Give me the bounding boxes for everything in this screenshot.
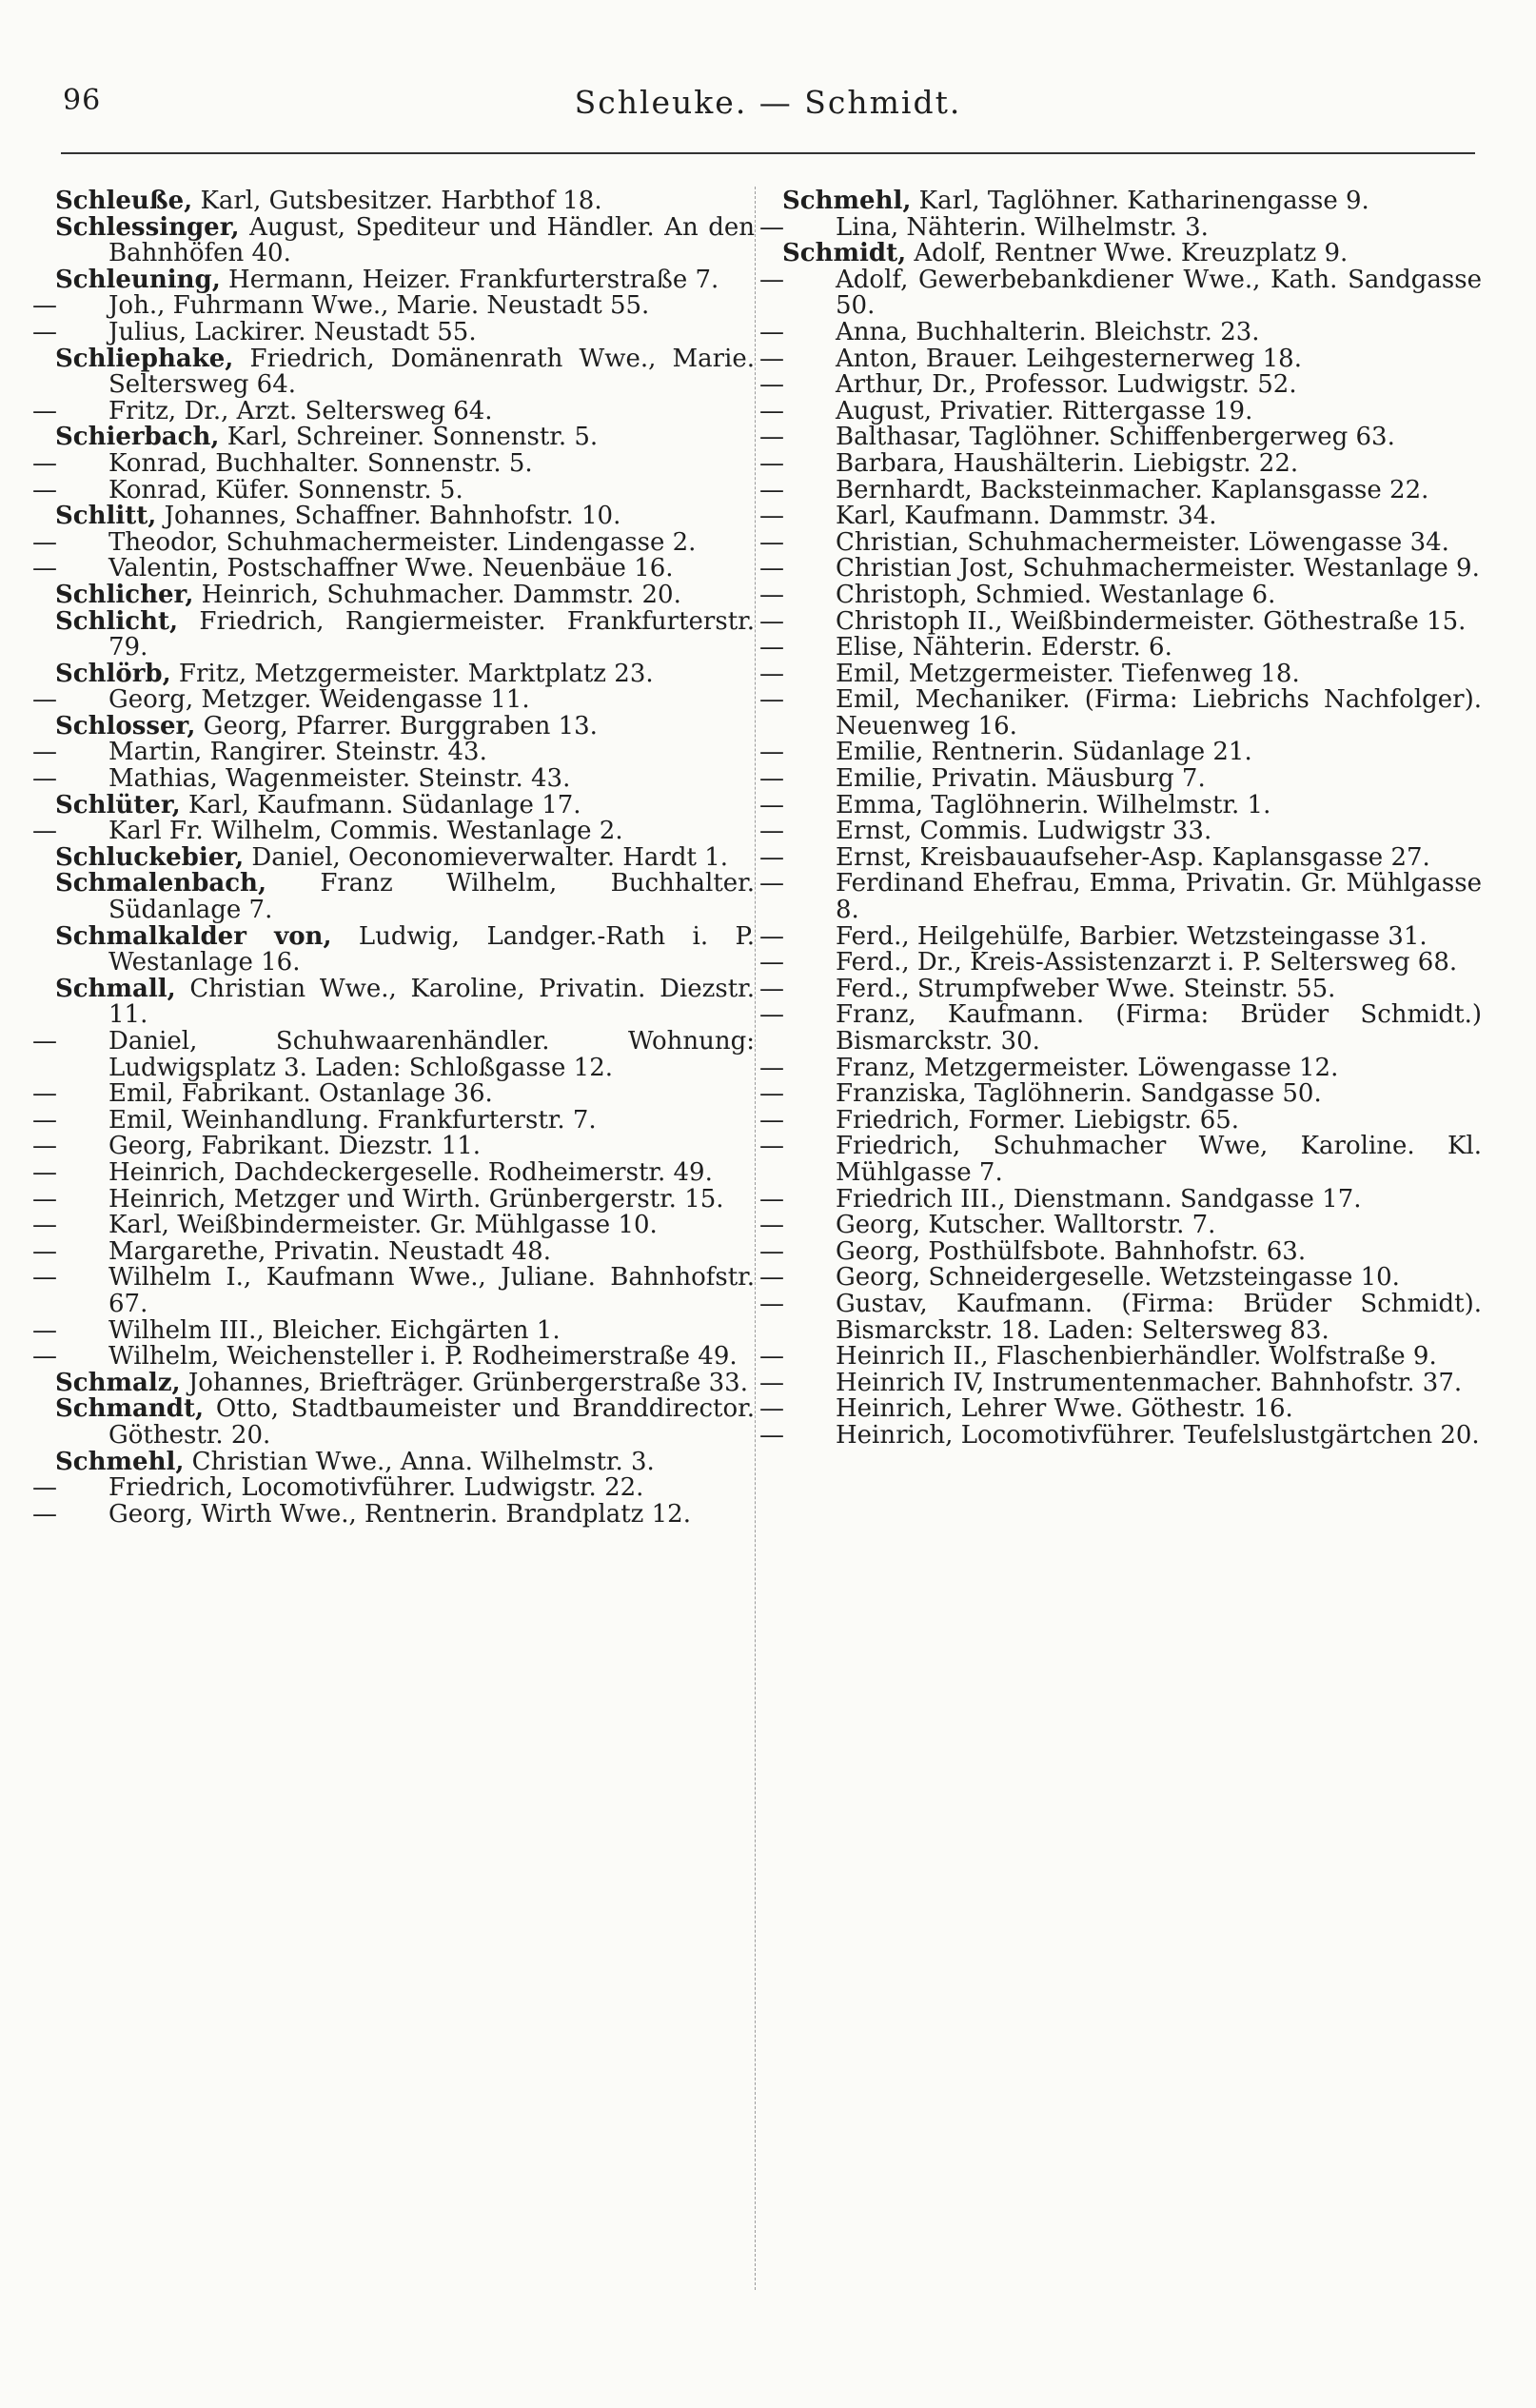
ditto-dash: —	[759, 1211, 784, 1240]
entry-text: Ernst, Commis. Ludwigstr 33.	[836, 817, 1212, 846]
entry-text: Wilhelm I., Kaufmann Wwe., Juliane. Bahnhofstr. 67.	[108, 1263, 755, 1318]
entry-text: Heinrich, Dachdeckergeselle. Rodheimerstr. 49.	[108, 1157, 713, 1187]
directory-entry	[32, 764, 755, 794]
ditto-dash: —	[759, 974, 784, 1003]
entry-surname: Schliephake,	[55, 344, 234, 373]
entry-text: Ludwig, Landger.-Rath i. P. Westanlage 16.	[108, 921, 755, 977]
entry-text: Gustav, Kaufmann. (Firma: Brüder Schmidt). Bismarckstr. 18. Laden: Seltersweg 83.	[836, 1289, 1482, 1345]
directory-entry	[782, 188, 1482, 215]
ditto-dash: —	[32, 1157, 57, 1187]
entry-text: Daniel, Schuhwaarenhändler. Wohnung: Ludwigsplatz 3. Laden: Schloßgasse 12.	[108, 1027, 755, 1082]
entry-text: Lina, Nähterin. Wilhelmstr. 3.	[836, 212, 1209, 242]
directory-entry	[759, 1289, 1482, 1345]
directory-entry	[759, 921, 1482, 951]
entry-surname: Schmalz,	[55, 1368, 181, 1397]
ditto-dash: —	[759, 1263, 784, 1293]
directory-entry	[759, 790, 1482, 819]
entry-text: Franz, Kaufmann. (Firma: Brüder Schmidt.) Bismarckstr. 30.	[836, 1000, 1482, 1056]
entry-surname: Schlessinger,	[55, 212, 240, 242]
directory-entry	[759, 685, 1482, 740]
entry-text: Joh., Fuhrmann Wwe., Marie. Neustadt 55.	[108, 291, 650, 321]
ditto-dash: —	[32, 1263, 57, 1293]
ditto-dash: —	[759, 1368, 784, 1397]
ditto-dash: —	[759, 764, 784, 794]
ditto-dash: —	[32, 817, 57, 846]
directory-entry	[55, 346, 755, 399]
directory-entry	[759, 1236, 1482, 1266]
entry-text: Heinrich, Schuhmacher. Dammstr. 20.	[193, 580, 681, 609]
entry-text: Konrad, Küfer. Sonnenstr. 5.	[108, 475, 463, 504]
directory-entry	[55, 212, 755, 268]
entry-text: Adolf, Gewerbebankdiener Wwe., Kath. Sandgasse 50.	[836, 265, 1482, 321]
running-head: Schleuke. — Schmidt.	[574, 84, 962, 121]
entry-text: Konrad, Buchhalter. Sonnenstr. 5.	[108, 448, 533, 478]
entry-text: Franziska, Taglöhnerin. Sandgasse 50.	[836, 1079, 1322, 1109]
ditto-dash: —	[32, 1211, 57, 1240]
directory-entry	[759, 738, 1482, 767]
entry-surname: Schmall,	[55, 974, 176, 1003]
entry-surname: Schmandt,	[55, 1394, 205, 1424]
entry-text: Heinrich II., Flaschenbierhändler. Wolfstraße 9.	[836, 1342, 1437, 1372]
entry-text: Ferd., Strumpfweber Wwe. Steinstr. 55.	[836, 974, 1336, 1003]
ditto-dash: —	[32, 738, 57, 767]
directory-entry	[32, 1211, 755, 1240]
ditto-dash: —	[759, 1420, 784, 1450]
directory-entry	[32, 396, 755, 425]
ditto-dash: —	[32, 396, 57, 425]
directory-entry	[32, 527, 755, 557]
ditto-dash: —	[759, 790, 784, 819]
entry-text: Emma, Taglöhnerin. Wilhelmstr. 1.	[836, 790, 1271, 819]
page-number: 96	[63, 84, 102, 117]
directory-entry	[759, 1368, 1482, 1397]
entry-text: Elise, Nähterin. Ederstr. 6.	[836, 633, 1172, 662]
entry-text: Georg, Kutscher. Walltorstr. 7.	[836, 1211, 1216, 1240]
entry-text: Ferdinand Ehefrau, Emma, Privatin. Gr. Mühlgasse 8.	[836, 869, 1482, 925]
entry-text: Ernst, Kreisbauaufseher-Asp. Kaplansgasse 27.	[836, 842, 1430, 872]
ditto-dash: —	[32, 685, 57, 715]
ditto-dash: —	[759, 317, 784, 346]
entry-text: Georg, Metzger. Weidengasse 11.	[108, 685, 530, 715]
entry-text: Emil, Weinhandlung. Frankfurterstr. 7.	[108, 1105, 597, 1135]
entry-text: Barbara, Haushälterin. Liebigstr. 22.	[836, 448, 1299, 478]
ditto-dash: —	[759, 606, 784, 636]
entry-text: Karl, Kaufmann. Südanlage 17.	[180, 790, 581, 819]
entry-surname: Schmidt,	[782, 239, 907, 268]
entry-surname: Schlicher,	[55, 580, 194, 609]
ditto-dash: —	[32, 475, 57, 504]
right-column	[759, 187, 1482, 1450]
entry-text: Wilhelm, Weichensteller i. P. Rodheimerstraße 49.	[108, 1342, 738, 1372]
entry-text: Georg, Wirth Wwe., Rentnerin. Brandplatz 12.	[108, 1499, 691, 1529]
entry-text: Otto, Stadtbaumeister und Branddirector. Göthestr. 20.	[108, 1394, 755, 1450]
ditto-dash: —	[32, 1079, 57, 1109]
ditto-dash: —	[32, 554, 57, 583]
ditto-dash: —	[759, 817, 784, 846]
directory-entry	[759, 1184, 1482, 1214]
entry-surname: Schlosser,	[55, 711, 196, 740]
directory-entry	[759, 1342, 1482, 1372]
entry-text: Heinrich, Locomotivführer. Teufelslustgärtchen 20.	[836, 1420, 1480, 1450]
entry-text: Emil, Metzgermeister. Tiefenweg 18.	[836, 659, 1300, 688]
directory-entry	[55, 842, 755, 872]
ditto-dash: —	[759, 1342, 784, 1372]
entry-text: Karl, Gutsbesitzer. Harbthof 18.	[192, 187, 602, 215]
directory-entry	[32, 554, 755, 583]
entry-surname: Schmehl,	[782, 187, 912, 215]
entry-text: Georg, Posthülfsbote. Bahnhofstr. 63.	[836, 1236, 1307, 1266]
column-divider	[755, 187, 756, 2290]
left-column	[32, 187, 755, 1529]
entry-text: Karl, Weißbindermeister. Gr. Mühlgasse 10.	[108, 1211, 658, 1240]
entry-text: Fritz, Dr., Arzt. Seltersweg 64.	[108, 396, 493, 425]
directory-entry	[759, 817, 1482, 846]
entry-text: Emil, Fabrikant. Ostanlage 36.	[108, 1079, 493, 1109]
ditto-dash: —	[759, 475, 784, 504]
entry-text: Christoph II., Weißbindermeister. Göthestraße 15.	[836, 606, 1467, 636]
entry-surname: Schmalenbach,	[55, 869, 267, 898]
directory-entry	[759, 1079, 1482, 1109]
entry-surname: Schmalkalder von,	[55, 921, 332, 951]
ditto-dash: —	[759, 1236, 784, 1266]
directory-entry	[759, 1263, 1482, 1293]
ditto-dash: —	[759, 1132, 784, 1161]
ditto-dash: —	[759, 370, 784, 400]
entry-text: Christian Jost, Schuhmachermeister. Westanlage 9.	[836, 554, 1480, 583]
entry-text: Christian Wwe., Karoline, Privatin. Diezstr. 11.	[108, 974, 755, 1030]
entry-text: Franz, Metzgermeister. Löwengasse 12.	[836, 1053, 1339, 1082]
entry-text: Adolf, Rentner Wwe. Kreuzplatz 9.	[906, 239, 1349, 268]
entry-text: Theodor, Schuhmachermeister. Lindengasse 2.	[108, 527, 697, 557]
directory-entry	[32, 475, 755, 504]
entry-text: Valentin, Postschaffner Wwe. Neuenbäue 16.	[108, 554, 674, 583]
header-rule	[61, 152, 1475, 154]
ditto-dash: —	[32, 1473, 57, 1503]
ditto-dash: —	[32, 1499, 57, 1529]
directory-entry	[759, 1394, 1482, 1424]
entry-text: Wilhelm III., Bleicher. Eichgärten 1.	[108, 1315, 561, 1345]
ditto-dash: —	[759, 1053, 784, 1082]
entry-text: Franz Wilhelm, Buchhalter. Südanlage 7.	[108, 869, 755, 925]
entry-text: Georg, Fabrikant. Diezstr. 11.	[108, 1132, 482, 1161]
directory-entry	[759, 1053, 1482, 1082]
entry-text: Mathias, Wagenmeister. Steinstr. 43.	[108, 764, 571, 794]
directory-entry	[55, 606, 755, 662]
ditto-dash: —	[32, 1132, 57, 1161]
directory-entry	[759, 212, 1482, 242]
directory-entry	[55, 267, 755, 294]
directory-entry	[759, 502, 1482, 531]
ditto-dash: —	[32, 291, 57, 321]
directory-entry	[759, 423, 1482, 452]
entry-text: Daniel, Oeconomieverwalter. Hardt 1.	[244, 842, 728, 872]
directory-entry	[32, 738, 755, 767]
entry-text: Ferd., Dr., Kreis-Assistenzarzt i. P. Seltersweg 68.	[836, 948, 1458, 977]
entry-text: Friedrich III., Dienstmann. Sandgasse 17.	[836, 1184, 1362, 1214]
directory-entry	[759, 370, 1482, 400]
directory-entry	[55, 711, 755, 740]
entry-surname: Schlörb,	[55, 659, 171, 688]
ditto-dash: —	[759, 738, 784, 767]
ditto-dash: —	[32, 527, 57, 557]
directory-entry	[32, 1236, 755, 1266]
directory-entry	[32, 317, 755, 346]
entry-surname: Schlicht,	[55, 606, 179, 636]
entry-text: Martin, Rangirer. Steinstr. 43.	[108, 738, 487, 767]
directory-entry	[55, 503, 755, 530]
entry-surname: Schmehl,	[55, 1447, 185, 1476]
entry-text: Hermann, Heizer. Frankfurterstraße 7.	[220, 265, 719, 294]
directory-entry	[55, 921, 755, 977]
ditto-dash: —	[759, 580, 784, 609]
directory-entry	[759, 633, 1482, 662]
ditto-dash: —	[32, 1236, 57, 1266]
entry-text: Friedrich, Domänenrath Wwe., Marie. Seltersweg 64.	[108, 344, 755, 400]
directory-entry	[759, 448, 1482, 478]
entry-text: Emilie, Privatin. Mäusburg 7.	[836, 764, 1206, 794]
entry-text: Emil, Mechaniker. (Firma: Liebrichs Nachfolger). Neuenweg 16.	[836, 685, 1482, 740]
directory-entry	[32, 1184, 755, 1214]
entry-surname: Schluckebier,	[55, 842, 245, 872]
ditto-dash: —	[759, 921, 784, 951]
entry-surname: Schierbach,	[55, 423, 220, 452]
directory-entry	[759, 1000, 1482, 1056]
ditto-dash: —	[759, 1289, 784, 1318]
ditto-dash: —	[759, 527, 784, 557]
entry-text: Johannes, Schaffner. Bahnhofstr. 10.	[156, 502, 621, 531]
entry-text: Karl, Taglöhner. Katharinengasse 9.	[911, 187, 1369, 215]
directory-entry	[32, 817, 755, 846]
directory-entry	[55, 1447, 755, 1476]
entry-text: Julius, Lackirer. Neustadt 55.	[108, 317, 477, 346]
ditto-dash: —	[759, 502, 784, 531]
entry-surname: Schlitt,	[55, 502, 157, 531]
ditto-dash: —	[759, 685, 784, 715]
directory-entry	[55, 1396, 755, 1449]
directory-entry	[759, 1420, 1482, 1450]
directory-entry	[759, 842, 1482, 872]
directory-entry	[32, 685, 755, 715]
entry-text: Friedrich, Schuhmacher Wwe, Karoline. Kl. Mühlgasse 7.	[836, 1132, 1482, 1187]
directory-entry	[32, 1079, 755, 1109]
directory-entry	[759, 1211, 1482, 1240]
directory-entry	[759, 869, 1482, 925]
directory-entry	[55, 790, 755, 819]
directory-entry	[759, 396, 1482, 425]
entry-surname: Schleuße,	[55, 187, 193, 215]
entry-text: Emilie, Rentnerin. Südanlage 21.	[836, 738, 1252, 767]
directory-entry	[759, 580, 1482, 609]
entry-text: Christian Wwe., Anna. Wilhelmstr. 3.	[184, 1447, 655, 1476]
entry-text: Fritz, Metzgermeister. Marktplatz 23.	[170, 659, 654, 688]
entry-text: Christoph, Schmied. Westanlage 6.	[836, 580, 1276, 609]
entry-surname: Schleuning,	[55, 265, 221, 294]
entry-text: Bernhardt, Backsteinmacher. Kaplansgasse 22.	[836, 475, 1429, 504]
directory-entry	[759, 659, 1482, 688]
directory-entry	[32, 1342, 755, 1372]
entry-text: Johannes, Briefträger. Grünbergerstraße 33.	[180, 1368, 748, 1397]
directory-entry	[759, 1132, 1482, 1187]
entry-text: August, Privatier. Rittergasse 19.	[836, 396, 1253, 425]
directory-entry	[55, 188, 755, 215]
entry-text: Georg, Schneidergeselle. Wetzsteingasse 10.	[836, 1263, 1400, 1293]
ditto-dash: —	[32, 1027, 57, 1056]
directory-entry	[32, 1105, 755, 1135]
directory-entry	[782, 241, 1482, 267]
directory-entry	[55, 871, 755, 923]
directory-entry	[759, 554, 1482, 583]
ditto-dash: —	[759, 659, 784, 688]
directory-entry	[759, 606, 1482, 636]
ditto-dash: —	[759, 1079, 784, 1109]
directory-entry	[759, 948, 1482, 977]
directory-entry	[759, 974, 1482, 1003]
directory-entry	[32, 1027, 755, 1082]
entry-text: August, Spediteur und Händler. An den Bahnhöfen 40.	[108, 212, 755, 268]
directory-entry	[32, 291, 755, 321]
ditto-dash: —	[759, 633, 784, 662]
ditto-dash: —	[759, 1184, 784, 1214]
ditto-dash: —	[759, 869, 784, 898]
ditto-dash: —	[759, 842, 784, 872]
directory-entry	[55, 424, 755, 451]
ditto-dash: —	[759, 423, 784, 452]
directory-entry	[32, 1315, 755, 1345]
directory-entry	[55, 582, 755, 609]
directory-entry	[759, 265, 1482, 321]
entry-text: Georg, Pfarrer. Burggraben 13.	[195, 711, 598, 740]
ditto-dash: —	[759, 1105, 784, 1135]
directory-entry	[55, 661, 755, 688]
directory-entry	[759, 1105, 1482, 1135]
ditto-dash: —	[759, 1000, 784, 1030]
entry-text: Arthur, Dr., Professor. Ludwigstr. 52.	[836, 370, 1297, 400]
entry-text: Karl Fr. Wilhelm, Commis. Westanlage 2.	[108, 817, 623, 846]
entry-text: Heinrich IV, Instrumentenmacher. Bahnhofstr. 37.	[836, 1368, 1463, 1397]
directory-entry	[32, 1132, 755, 1161]
directory-entry	[32, 1157, 755, 1187]
entry-text: Margarethe, Privatin. Neustadt 48.	[108, 1236, 551, 1266]
ditto-dash: —	[759, 396, 784, 425]
page-header	[0, 84, 1536, 131]
ditto-dash: —	[32, 1105, 57, 1135]
directory-entry	[759, 764, 1482, 794]
ditto-dash: —	[32, 764, 57, 794]
directory-entry	[759, 317, 1482, 346]
directory-entry	[32, 1473, 755, 1503]
entry-text: Ferd., Heilgehülfe, Barbier. Wetzsteingasse 31.	[836, 921, 1428, 951]
ditto-dash: —	[32, 1342, 57, 1372]
entry-text: Karl, Schreiner. Sonnenstr. 5.	[219, 423, 599, 452]
ditto-dash: —	[759, 554, 784, 583]
entry-text: Balthasar, Taglöhner. Schiffenbergerweg 63.	[836, 423, 1395, 452]
ditto-dash: —	[759, 344, 784, 373]
directory-entry	[759, 344, 1482, 373]
ditto-dash: —	[32, 448, 57, 478]
ditto-dash: —	[759, 212, 784, 242]
entry-surname: Schlüter,	[55, 790, 181, 819]
entry-text: Karl, Kaufmann. Dammstr. 34.	[836, 502, 1217, 531]
entry-text: Friedrich, Locomotivführer. Ludwigstr. 22.	[108, 1473, 644, 1503]
ditto-dash: —	[759, 265, 784, 294]
entry-text: Friedrich, Former. Liebigstr. 65.	[836, 1105, 1240, 1135]
directory-entry	[32, 1499, 755, 1529]
ditto-dash: —	[32, 1184, 57, 1214]
directory-entry	[32, 1263, 755, 1318]
directory-entry	[32, 448, 755, 478]
entry-text: Christian, Schuhmachermeister. Löwengasse 34.	[836, 527, 1449, 557]
ditto-dash: —	[759, 948, 784, 977]
directory-entry	[55, 1368, 755, 1397]
ditto-dash: —	[32, 1315, 57, 1345]
directory-entry	[55, 974, 755, 1030]
ditto-dash: —	[759, 448, 784, 478]
directory-entry	[759, 475, 1482, 504]
ditto-dash: —	[32, 317, 57, 346]
entry-text: Anton, Brauer. Leihgesternerweg 18.	[836, 344, 1302, 373]
directory-entry	[759, 527, 1482, 557]
entry-text: Heinrich, Lehrer Wwe. Göthestr. 16.	[836, 1394, 1293, 1424]
entry-text: Friedrich, Rangiermeister. Frankfurterstr. 79.	[108, 606, 755, 662]
ditto-dash: —	[759, 1394, 784, 1424]
entry-text: Anna, Buchhalterin. Bleichstr. 23.	[836, 317, 1260, 346]
entry-text: Heinrich, Metzger und Wirth. Grünbergerstr. 15.	[108, 1184, 724, 1214]
